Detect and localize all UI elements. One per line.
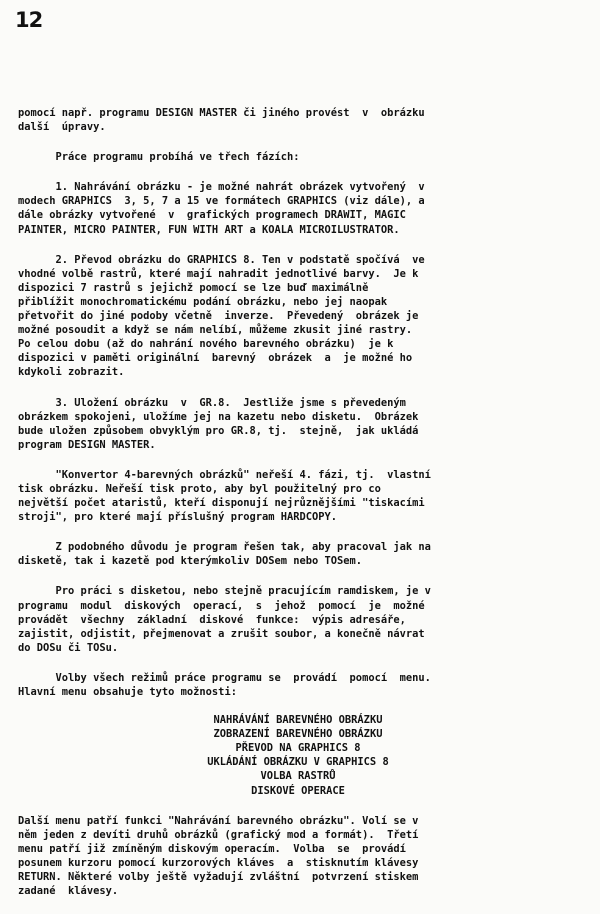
text-line: 1. Nahrávání obrázku - je možné nahrát obrázek vytvořený v: [18, 181, 425, 194]
text-line: největší počet ataristů, kteří disponují nejrůznějšími "tiskacími: [18, 497, 425, 510]
text-line: možné posoudit a když se nám nelíbí, můžeme zkusit jiné rastry.: [18, 324, 413, 337]
text-line: Práce programu probíhá ve třech fázích:: [18, 151, 300, 164]
paragraph-phase-1: [18, 180, 578, 236]
paragraph-converter: [18, 468, 578, 524]
text-line: posunem kurzoru pomocí kurzorových kláves a stisknutím klávesy: [18, 856, 419, 869]
text-line: dispozici v paměti originální barevný obrázek a je možné ho: [18, 352, 413, 365]
paragraph-disk-operations: [18, 584, 578, 654]
menu-list-item: PŘEVOD NA GRAPHICS 8: [235, 742, 361, 755]
text-line: Další menu patří funkci "Nahrávání barevného obrázku". Volí se v: [18, 814, 419, 827]
text-line: tisk obrázku. Neřeší tisk proto, aby byl použitelný pro co: [18, 482, 381, 495]
paragraph-phases-heading: [18, 150, 578, 164]
text-line: Po celou dobu (až do nahrání nového barevného obrázku) je k: [18, 338, 394, 351]
text-line: něm jeden z devíti druhů obrázků (grafický mod a formát). Třetí: [18, 828, 419, 841]
text-line: menu patří již zmíněným diskovým operacím. Volba se provádí: [18, 842, 406, 855]
text-line: modech GRAPHICS 3, 5, 7 a 15 ve formátech GRAPHICS (viz dále), a: [18, 195, 425, 208]
text-line: disketě, tak i kazetě pod kterýmkoliv DOSem nebo TOSem.: [18, 555, 363, 568]
text-line: Hlavní menu obsahuje tyto možnosti:: [18, 686, 237, 698]
menu-list-item: ZOBRAZENÍ BAREVNÉHO OBRÁZKU: [213, 728, 383, 741]
text-line: Pro práci s disketou, nebo stejně pracujícím ramdiskem, je v: [18, 585, 431, 598]
paragraph-disk-tape: [18, 540, 578, 568]
text-line: 2. Převod obrázku do GRAPHICS 8. Ten v podstatě spočívá ve: [18, 253, 425, 266]
text-line: dispozici 7 rastrů s jejichž pomocí se lze buď maximálně: [18, 281, 369, 294]
menu-list-item: VOLBA RASTRŮ: [260, 770, 336, 783]
text-line: kdykoli zobrazit.: [18, 366, 125, 379]
text-line: program DESIGN MASTER.: [18, 438, 156, 451]
text-line: zadané klávesy.: [18, 885, 119, 898]
text-line: 3. Uložení obrázku v GR.8. Jestliže jsme s převedeným: [18, 396, 406, 409]
paragraph-phase-2: [18, 253, 578, 380]
text-line: Volby všech režimů práce programu se provádí pomocí menu.: [18, 671, 431, 684]
paragraph-menu-intro: [18, 671, 578, 699]
document-body: [18, 106, 578, 914]
text-line: programu modul diskových operací, s jehož pomocí je možné: [18, 599, 425, 612]
text-line: vhodné volbě rastrů, které mají nahradit jednotlivé barvy. Je k: [18, 267, 419, 280]
main-menu-list: [18, 713, 578, 798]
text-line: provádět všechny základní diskové funkce: výpis adresáře,: [18, 613, 406, 626]
text-line: přetvořit do jiné podoby včetně inverze. Převedený obrázek je: [18, 310, 419, 323]
text-line: pomocí např. programu DESIGN MASTER či jiného provést v obrázku: [18, 107, 425, 119]
text-line: do DOSu či TOSu.: [18, 641, 119, 654]
page-number: 12: [15, 8, 43, 32]
paragraph-phase-3: [18, 396, 578, 452]
menu-list-item: NAHRÁVÁNÍ BAREVNÉHO OBRÁZKU: [213, 714, 383, 727]
text-line: dále obrázky vytvořené v grafických programech DRAWIT, MAGIC: [18, 209, 406, 222]
text-line: přiblížit monochromatickému podání obrázku, nebo jej naopak: [18, 295, 388, 308]
text-line: zajistit, odjistit, přejmenovat a zrušit soubor, a konečně návrat: [18, 627, 425, 640]
text-line: stroji", pro které mají příslušný program HARDCOPY.: [18, 511, 338, 524]
text-line: další úpravy.: [18, 121, 106, 134]
text-line: PAINTER, MICRO PAINTER, FUN WITH ART a KOALA MICROILUSTRATOR.: [18, 223, 400, 236]
paragraph-intro: [18, 106, 578, 134]
menu-list-item: UKLÁDÁNÍ OBRÁZKU V GRAPHICS 8: [207, 756, 389, 769]
text-line: bude uložen způsobem obvyklým pro GR.8, tj. stejně, jak ukládá: [18, 424, 419, 437]
text-line: RETURN. Některé volby ještě vyžadují zvláštní potvrzení stiskem: [18, 871, 419, 884]
text-line: Z podobného důvodu je program řešen tak, aby pracoval jak na: [18, 541, 431, 554]
menu-list-item: DISKOVÉ OPERACE: [251, 784, 345, 797]
text-line: "Konvertor 4-barevných obrázků" neřeší 4. fázi, tj. vlastní: [18, 468, 431, 481]
text-line: obrázkem spokojeni, uložíme jej na kazetu nebo disketu. Obrázek: [18, 410, 419, 423]
paragraph-other-menus: [18, 814, 578, 899]
